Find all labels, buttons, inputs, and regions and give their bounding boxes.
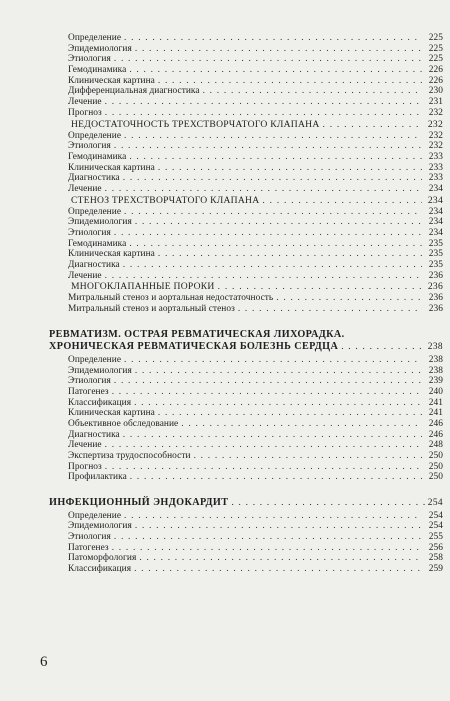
dot-leader (124, 355, 422, 366)
toc-entry-title: Этиология (68, 141, 111, 152)
dot-leader (135, 217, 422, 228)
toc-entry (0, 553, 443, 564)
table-of-contents (0, 33, 450, 575)
dot-leader (114, 376, 422, 387)
toc-entry (0, 54, 443, 65)
toc-section-heading (0, 196, 443, 207)
toc-entry-page: 234 (428, 228, 443, 238)
toc-entry (0, 293, 443, 304)
toc-section-heading (0, 282, 443, 293)
dot-leader (112, 543, 422, 554)
toc-entry-page: 231 (428, 97, 443, 108)
toc-entry-title: Эпидемиология (68, 521, 132, 532)
toc-entry-page: 236 (428, 293, 443, 304)
toc-section-heading (0, 120, 443, 131)
toc-entry-page: 236 (428, 270, 443, 281)
toc-entry-title: Классификация (68, 564, 132, 574)
dot-leader (123, 173, 422, 184)
toc-entry-page: 250 (428, 451, 443, 461)
dot-leader (129, 239, 422, 250)
toc-entry-page: 233 (428, 162, 443, 173)
toc-entry (0, 239, 443, 250)
toc-entry-page: 225 (428, 33, 443, 43)
toc-entry-page: 238 (428, 354, 443, 365)
toc-entry-title: Лечение (68, 183, 102, 194)
toc-entry-title: Гемодинамика (68, 238, 127, 249)
toc-entry (0, 366, 443, 377)
toc-entry-page: 235 (428, 238, 443, 249)
toc-entry (0, 260, 443, 271)
toc-entry-title: Определение (68, 510, 122, 521)
dot-leader (124, 207, 422, 218)
dot-leader (129, 152, 422, 163)
dot-leader (231, 497, 424, 510)
toc-entry (0, 387, 443, 398)
toc-entry-title: Классификация (68, 397, 132, 408)
toc-entry (0, 217, 443, 228)
toc-chapter-title-line1: РЕВМАТИЗМ. ОСТРАЯ РЕВМАТИЧЕСКАЯ ЛИХОРАДКА. (49, 328, 345, 340)
toc-entry (0, 564, 443, 575)
dot-leader (134, 398, 422, 409)
toc-entry-page: 236 (428, 304, 443, 315)
dot-leader (112, 387, 422, 398)
toc-entry-title: Эпидемиология (68, 43, 132, 54)
toc-entry (0, 33, 443, 44)
dot-leader (105, 184, 422, 195)
toc-entry-title: Этиология (68, 54, 111, 65)
toc-entry-page: 255 (428, 531, 443, 542)
dot-leader (105, 462, 422, 473)
toc-section-page: 232 (427, 118, 443, 130)
toc-entry-page: 226 (428, 75, 443, 86)
dot-leader (158, 163, 422, 174)
toc-entry (0, 249, 443, 260)
toc-entry (0, 532, 443, 543)
toc-entry (0, 398, 443, 409)
toc-entry-page: 254 (428, 510, 443, 521)
dot-leader (129, 65, 422, 76)
dot-leader (262, 196, 422, 207)
toc-entry (0, 419, 443, 430)
toc-entry-page: 241 (428, 408, 443, 419)
dot-leader (135, 366, 422, 377)
toc-entry-title: Клиническая картина (68, 75, 155, 86)
toc-entry-title: Патогенез (68, 386, 109, 397)
toc-entry-page: 235 (428, 249, 443, 260)
toc-chapter-page: 238 (427, 342, 443, 353)
toc-entry-page: 232 (428, 141, 443, 152)
toc-entry (0, 173, 443, 184)
toc-entry-page: 246 (428, 418, 443, 429)
toc-entry-page: 234 (428, 217, 443, 228)
toc-entry-page: 233 (428, 151, 443, 162)
toc-entry (0, 141, 443, 152)
toc-section-page: 234 (427, 194, 443, 206)
toc-entry-page: 232 (428, 107, 443, 118)
toc-chapter-title-line2: ХРОНИЧЕСКАЯ РЕВМАТИЧЕСКАЯ БОЛЕЗНЬ СЕРДЦА (49, 341, 339, 353)
toc-entry-title: Профилактика (68, 472, 127, 483)
toc-entry-page: 234 (428, 183, 443, 194)
dot-leader (158, 408, 422, 419)
dot-leader (124, 131, 422, 142)
toc-entry (0, 184, 443, 195)
dot-leader (114, 54, 422, 65)
dot-leader (114, 141, 422, 152)
toc-block-endocarditis (0, 511, 450, 575)
toc-entry-page: 233 (428, 173, 443, 184)
toc-entry (0, 462, 443, 473)
toc-entry (0, 44, 443, 55)
toc-entry-title: Клиническая картина (68, 162, 155, 173)
toc-entry (0, 376, 443, 387)
dot-leader (194, 451, 422, 462)
dot-leader (158, 76, 422, 87)
dot-leader (124, 511, 422, 522)
dot-leader (158, 249, 422, 260)
dot-leader (105, 271, 422, 282)
toc-entry-page: 235 (428, 260, 443, 271)
toc-entry (0, 97, 443, 108)
toc-entry-page: 248 (428, 440, 443, 451)
toc-entry-page: 246 (428, 429, 443, 440)
toc-section-title: НЕДОСТАТОЧНОСТЬ ТРЕХСТВОРЧАТОГО КЛАПАНА (71, 118, 320, 130)
toc-entry-page: 234 (428, 206, 443, 217)
toc-entry (0, 271, 443, 282)
dot-leader (130, 472, 422, 483)
dot-leader (105, 97, 422, 108)
dot-leader (105, 440, 422, 451)
dot-leader (181, 419, 422, 430)
toc-entry-title: Гемодинамика (68, 151, 127, 162)
toc-entry (0, 65, 443, 76)
toc-entry-page: 240 (428, 386, 443, 397)
toc-entry (0, 76, 443, 87)
dot-leader (341, 341, 425, 354)
toc-entry-page: 254 (428, 521, 443, 532)
toc-entry-title: Этиология (68, 376, 111, 387)
toc-entry-title: Клиническая картина (68, 249, 155, 260)
toc-chapter-heading (0, 497, 443, 510)
toc-entry-title: Определение (68, 130, 122, 141)
toc-entry-page: 259 (428, 564, 443, 574)
toc-block-tricuspid-insufficiency (0, 131, 450, 195)
toc-entry-page: 258 (428, 553, 443, 564)
dot-leader (123, 260, 422, 271)
toc-entry-page: 241 (428, 397, 443, 408)
toc-entry-title: Диагностика (68, 260, 120, 271)
dot-leader (124, 33, 422, 44)
toc-block-mitral-subsections (0, 33, 450, 119)
toc-entry-page: 225 (428, 54, 443, 65)
dot-leader (203, 86, 422, 97)
toc-entry-title: Определение (68, 206, 122, 217)
toc-entry-page: 256 (428, 542, 443, 553)
dot-leader (134, 564, 422, 575)
dot-leader (139, 553, 422, 564)
dot-leader (135, 521, 422, 532)
toc-entry (0, 207, 443, 218)
toc-entry-page: 250 (428, 472, 443, 483)
dot-leader (114, 532, 422, 543)
toc-entry (0, 304, 443, 315)
toc-chapter-page: 254 (427, 498, 443, 509)
toc-entry-title: Лечение (68, 440, 102, 451)
dot-leader (123, 430, 422, 441)
toc-entry (0, 408, 443, 419)
toc-entry-page: 238 (428, 365, 443, 376)
dot-leader (276, 293, 422, 304)
toc-entry (0, 543, 443, 554)
toc-entry-title: Клиническая картина (68, 408, 155, 419)
toc-entry-title: Определение (68, 33, 122, 43)
toc-entry-title: Гемодинамика (68, 65, 127, 76)
toc-entry-title: Эпидемиология (68, 217, 132, 228)
toc-entry-title: Этиология (68, 228, 111, 238)
dot-leader (105, 108, 422, 119)
dot-leader (238, 304, 422, 315)
toc-entry (0, 511, 443, 522)
toc-entry-page: 250 (428, 461, 443, 472)
toc-entry-page: 232 (428, 130, 443, 141)
toc-entry (0, 152, 443, 163)
toc-entry (0, 355, 443, 366)
toc-entry (0, 228, 443, 239)
toc-section-page: 236 (427, 281, 443, 293)
dot-leader (218, 282, 422, 293)
toc-entry-title: Диагностика (68, 173, 120, 184)
toc-entry (0, 86, 443, 97)
toc-entry (0, 430, 443, 441)
toc-entry (0, 440, 443, 451)
toc-entry-title: Экспертиза трудоспособности (68, 451, 191, 461)
dot-leader (323, 120, 423, 131)
toc-entry-title: Митральный стеноз и аортальная недостаточность (68, 293, 274, 304)
toc-block-rheumatism (0, 355, 450, 483)
toc-entry-page: 225 (428, 43, 443, 54)
dot-leader (135, 44, 422, 55)
toc-entry-page: 226 (428, 65, 443, 76)
toc-entry (0, 521, 443, 532)
toc-entry-title: Прогноз (68, 461, 102, 472)
toc-entry-title: Объективное обследование (68, 418, 179, 429)
dot-leader (114, 228, 422, 239)
toc-entry-title: Определение (68, 354, 122, 365)
toc-block-tricuspid-stenosis (0, 207, 450, 282)
toc-entry-page: 230 (428, 86, 443, 97)
toc-entry (0, 163, 443, 174)
toc-entry-title: Патогенез (68, 542, 109, 553)
toc-section-title: МНОГОКЛАПАННЫЕ ПОРОКИ (71, 281, 215, 293)
toc-chapter-title: ИНФЕКЦИОННЫЙ ЭНДОКАРДИТ (49, 497, 229, 509)
toc-entry-title: Диагностика (68, 429, 120, 440)
toc-entry (0, 131, 443, 142)
toc-entry-page: 239 (428, 376, 443, 387)
toc-section-title: СТЕНОЗ ТРЕХСТВОРЧАТОГО КЛАПАНА (71, 194, 260, 206)
toc-chapter-heading (0, 329, 443, 354)
toc-entry (0, 472, 443, 483)
toc-entry-title: Эпидемиология (68, 365, 132, 376)
toc-entry-title: Патоморфология (68, 553, 137, 564)
toc-entry (0, 451, 443, 462)
toc-entry-title: Лечение (68, 270, 102, 281)
toc-entry-title: Митральный стеноз и аортальный стеноз (68, 304, 235, 315)
toc-entry-title: Дифференциальная диагностика (68, 86, 200, 97)
toc-block-multivalve (0, 293, 450, 314)
toc-entry (0, 108, 443, 119)
toc-entry-title: Лечение (68, 97, 102, 108)
toc-entry-title: Этиология (68, 531, 111, 542)
toc-entry-title: Прогноз (68, 107, 102, 118)
page-number: 6 (40, 654, 48, 670)
